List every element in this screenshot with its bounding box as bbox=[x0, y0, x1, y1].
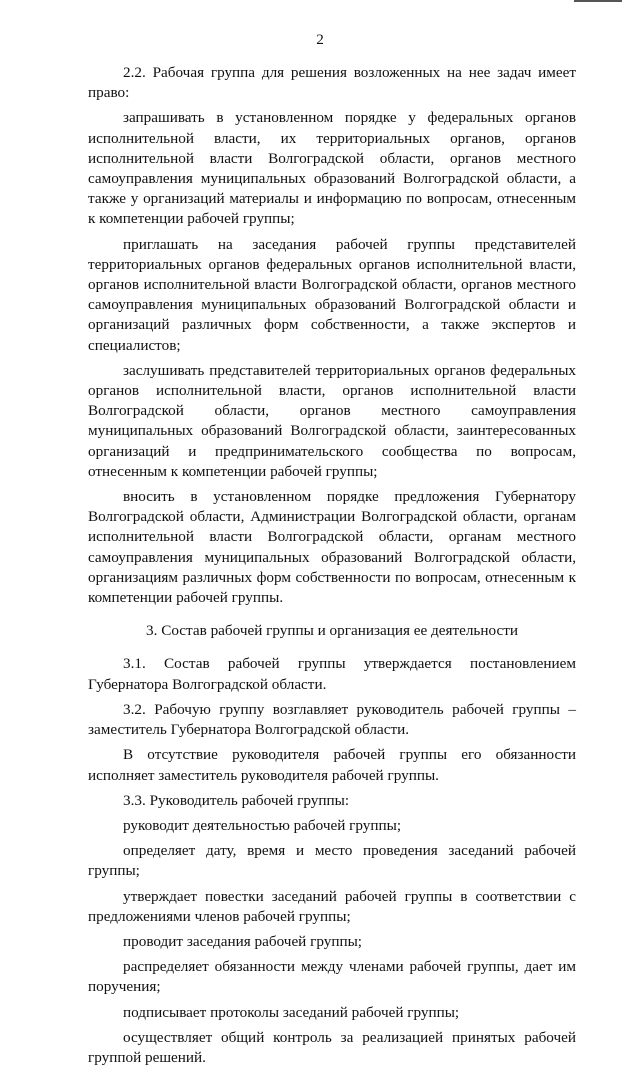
duty-item: определяет дату, время и место проведения заседаний рабочей группы; bbox=[88, 842, 576, 880]
duty-item: руководит деятельностью рабочей группы; bbox=[123, 816, 402, 834]
duty-item: распределяет обязанности между членами рабочей группы, дает им поручения; bbox=[88, 958, 576, 996]
paragraph-3-1: 3.1. Состав рабочей группы утверждается постановлением Губернатора Волгоградской области. bbox=[88, 655, 576, 693]
rights-item-hear: заслушивать представителей территориальных органов федеральных органов исполнительной власти, органов исполнительной власти Волгоградской области, органов местного самоуправления муниципальных образований Волгоградской области, заинтересованных организаций и предпринимательского сообщества по вопросам, отнесенным к компетенции рабочей группы; bbox=[88, 361, 576, 480]
rights-item-invite: приглашать на заседания рабочей группы представителей территориальных органов федеральных органов исполнительной власти, органов исполнительной власти Волгоградской области, органов местного самоуправления муниципальных образований Волгоградской области и организаций различных форм собственности, а также экспертов и специалистов; bbox=[88, 235, 576, 354]
page-number: 2 bbox=[316, 31, 324, 48]
rights-item-request: запрашивать в установленном порядке у федеральных органов исполнительной власти, их территориальных органов, органов исполнительной власти Волгоградской области, органов местного самоуправления муниципальных образований Волгоградской области, а также у организаций материалы и информацию по вопросам, отнесенным к компетенции рабочей группы; bbox=[88, 109, 576, 228]
duty-item: утверждает повестки заседаний рабочей группы в соответствии с предложениями членов рабочей группы; bbox=[88, 887, 576, 925]
duty-item: осуществляет общий контроль за реализацией принятых рабочей группой решений. bbox=[88, 1028, 576, 1066]
duty-item: проводит заседания рабочей группы; bbox=[123, 932, 363, 950]
document-body bbox=[88, 63, 576, 1068]
scan-corner-mark bbox=[574, 0, 622, 2]
paragraph-3-2-deputy: В отсутствие руководителя рабочей группы его обязанности исполняет заместитель руководителя рабочей группы. bbox=[88, 746, 576, 784]
rights-item-propose: вносить в установленном порядке предложения Губернатору Волгоградской области, Администрации Волгоградской области, органам исполнительной власти Волгоградской области, органам местного самоуправления муниципальных образований Волгоградской области, организациям различных форм собственности по вопросам, отнесенным к компетенции рабочей группы. bbox=[88, 488, 576, 607]
paragraph-3-3: 3.3. Руководитель рабочей группы: bbox=[123, 791, 350, 809]
paragraph-2-2: 2.2. Рабочая группа для решения возложенных на нее задач имеет право: bbox=[88, 64, 576, 102]
duty-item: подписывает протоколы заседаний рабочей группы; bbox=[123, 1003, 460, 1021]
section-3-heading: 3. Состав рабочей группы и организация ее деятельности bbox=[146, 622, 518, 640]
paragraph-3-2: 3.2. Рабочую группу возглавляет руководитель рабочей группы – заместитель Губернатора Волгоградской области. bbox=[88, 700, 576, 739]
